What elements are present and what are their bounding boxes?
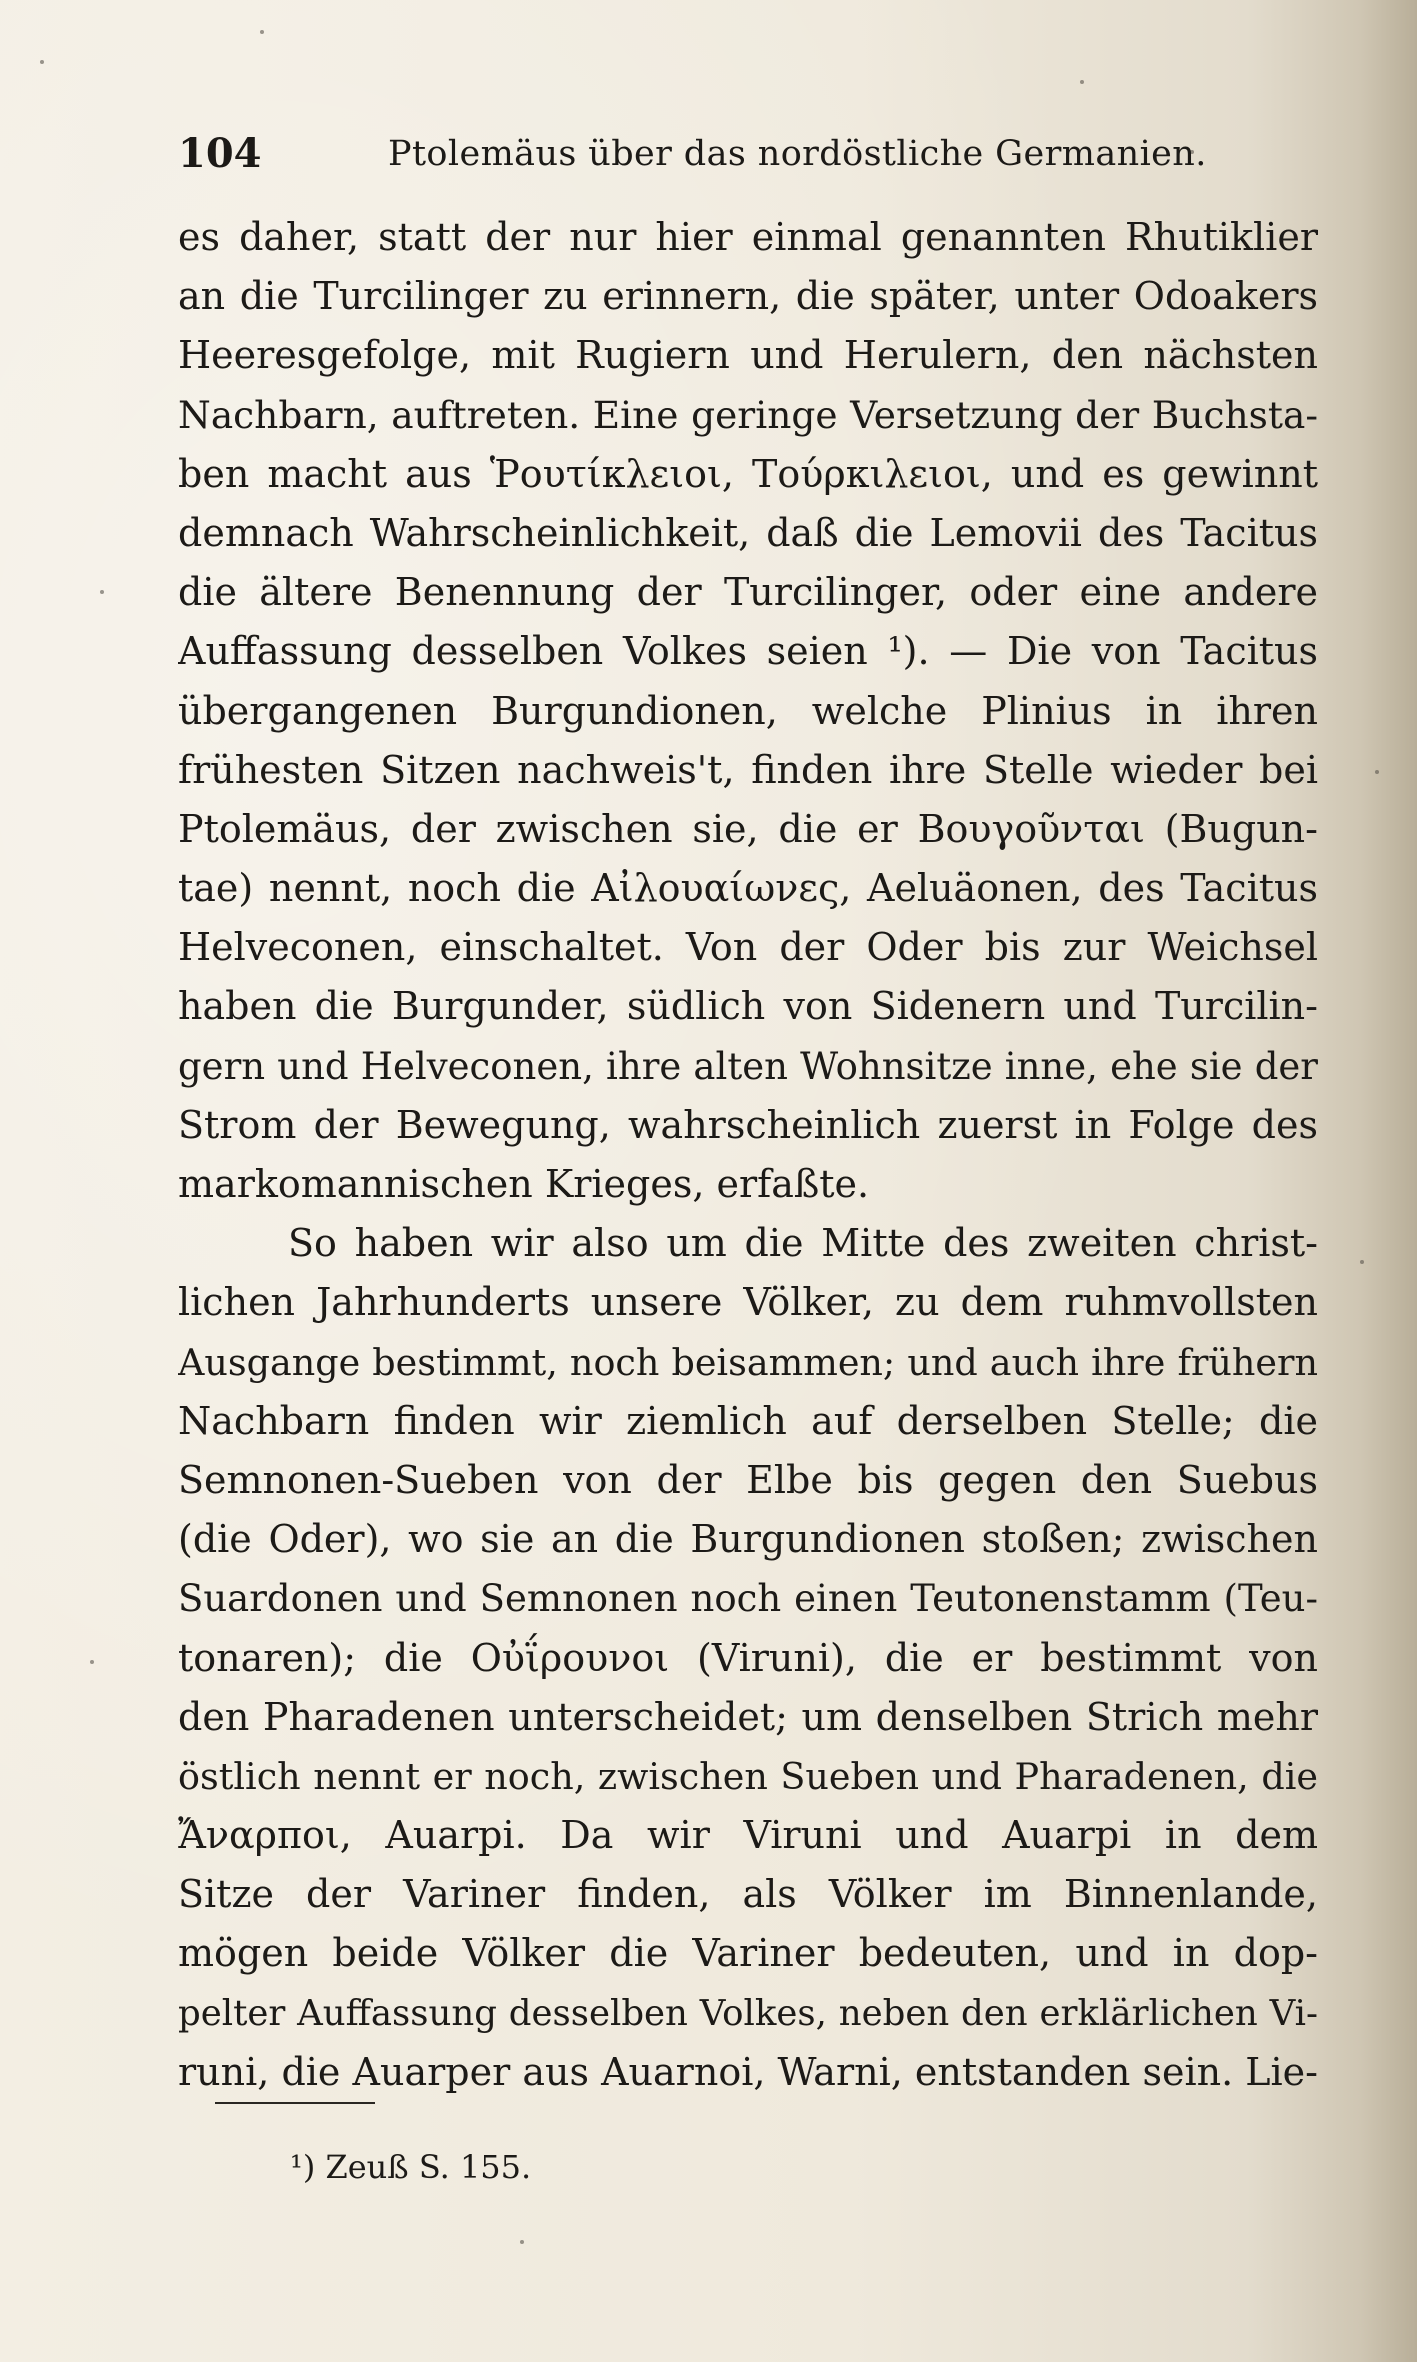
text-line: Ἄναρποι, Auarpi. Da wir Viruni und Auarpi in dem (178, 1813, 1318, 1858)
text-line: So haben wir also um die Mitte des zweiten christ- (288, 1221, 1318, 1266)
text-line: gern und Helveconen, ihre alten Wohnsitze inne, ehe sie der (178, 1044, 1318, 1088)
paper-speck (100, 590, 104, 594)
text-line: demnach Wahrscheinlichkeit, daß die Lemovii des Tacitus (178, 510, 1318, 555)
text-line: ben macht aus Ῥουτίκλειοι, Τούρκιλειοι, und es gewinnt (178, 451, 1318, 496)
text-line: Sitze der Variner finden, als Völker im Binnenlande, (178, 1872, 1318, 1917)
text-line: Nachbarn, auftreten. Eine geringe Versetzung der Buchsta- (178, 392, 1318, 437)
text-line: pelter Auffassung desselben Volkes, neben den erklärlichen Vi- (178, 1992, 1318, 2034)
paper-speck (40, 60, 44, 64)
page-number: 104 (178, 130, 262, 177)
paper-speck (1080, 80, 1084, 84)
text-line: an die Turcilinger zu erinnern, die später, unter Odoakers (178, 274, 1318, 319)
body-text (178, 208, 1318, 2102)
paper-speck (90, 1660, 94, 1664)
text-line: tonaren); die Οὐΐρουνοι (Viruni), die er bestimmt von (178, 1635, 1318, 1680)
text-line: Helveconen, einschaltet. Von der Oder bis zur Weichsel (178, 925, 1318, 970)
text-line: Nachbarn finden wir ziemlich auf derselben Stelle; die (178, 1398, 1318, 1443)
text-line: Strom der Bewegung, wahrscheinlich zuerst in Folge des (178, 1102, 1318, 1147)
text-line: markomannischen Krieges, erfaßte. (178, 1162, 870, 1206)
text-line: die ältere Benennung der Turcilinger, oder eine andere (178, 570, 1318, 615)
text-line: Suardonen und Semnonen noch einen Teutonenstamm (Teu- (178, 1577, 1318, 1621)
paper-speck (520, 2240, 524, 2244)
text-line: runi, die Auarper aus Auarnoi, Warni, entstanden sein. Lie- (178, 2049, 1318, 2094)
text-line: übergangenen Burgundionen, welche Plinius in ihren (178, 688, 1318, 733)
text-line: frühesten Sitzen nachweis't, finden ihre Stelle wieder bei (178, 747, 1318, 792)
text-line: (die Oder), wo sie an die Burgundionen stoßen; zwischen (178, 1517, 1318, 1562)
text-line: mögen beide Völker die Variner bedeuten, und in dop- (178, 1931, 1318, 1976)
text-line: Heeresgefolge, mit Rugiern und Herulern, den nächsten (178, 333, 1318, 378)
text-line: haben die Burgunder, südlich von Sidenern und Turcilin- (178, 984, 1318, 1029)
paper-speck (1375, 770, 1379, 774)
text-line: Ptolemäus, der zwischen sie, die er Βουγοῦνται (Bugun- (178, 806, 1318, 851)
text-line: Auffassung desselben Volkes seien ¹). — Die von Tacitus (178, 629, 1318, 674)
running-title: Ptolemäus über das nordöstliche Germanien. (388, 134, 1207, 174)
text-line: lichen Jahrhunderts unsere Völker, zu dem ruhmvollsten (178, 1280, 1318, 1325)
text-line: Semnonen-Sueben von der Elbe bis gegen den Suebus (178, 1457, 1318, 1502)
footnote: ¹) Zeuß S. 155. (290, 2148, 532, 2186)
paper-speck (260, 30, 264, 34)
text-line: tae) nennt, noch die Αἰλουαίωνες, Aeluäonen, des Tacitus (178, 866, 1318, 911)
text-line: östlich nennt er noch, zwischen Sueben und Pharadenen, die (178, 1754, 1318, 1798)
page-header (178, 130, 1318, 190)
text-line: es daher, statt der nur hier einmal genannten Rhutiklier (178, 215, 1318, 259)
paper-speck (1360, 1260, 1364, 1264)
text-line: den Pharadenen unterscheidet; um denselben Strich mehr (178, 1694, 1318, 1739)
text-line: Ausgange bestimmt, noch beisammen; und auch ihre frühern (178, 1340, 1318, 1384)
footnote-rule (215, 2102, 375, 2104)
